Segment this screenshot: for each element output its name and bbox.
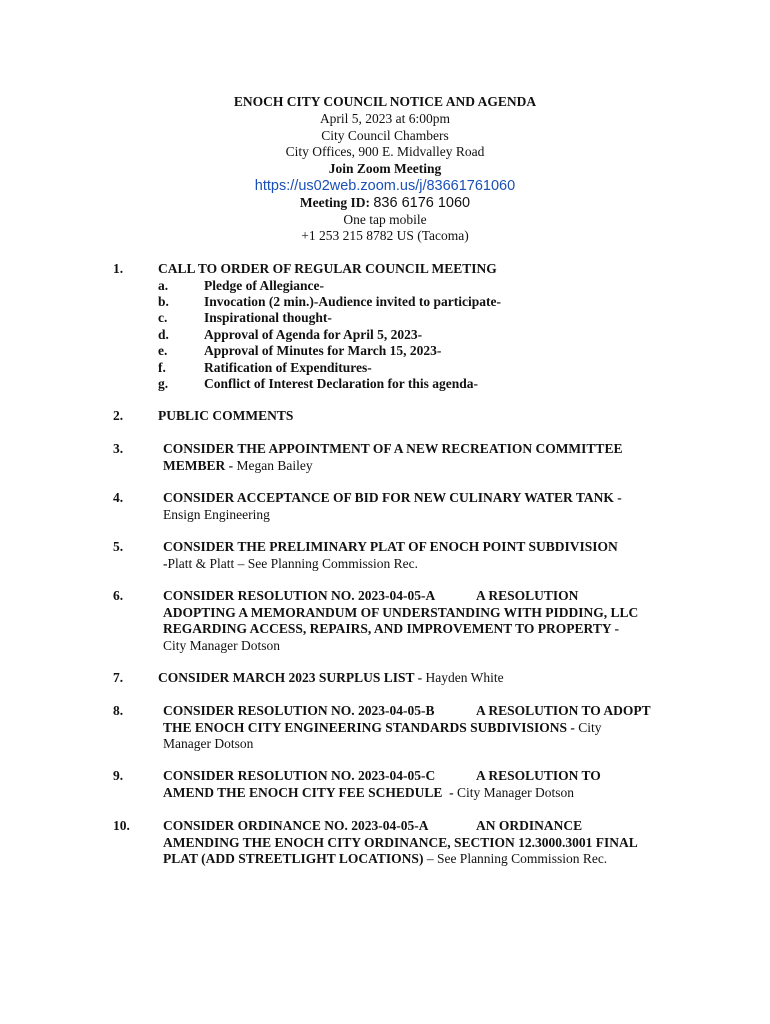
item-title: PUBLIC COMMENTS — [158, 408, 294, 423]
item-number: 10. — [113, 818, 130, 833]
agenda-header — [0, 94, 770, 245]
item-text: CONSIDER THE PRELIMINARY PLAT OF ENOCH POINT SUBDIVISION -Platt & Platt – See Planning Commission Rec. — [163, 539, 618, 571]
item-number: 5. — [113, 539, 124, 554]
meeting-id-row — [0, 195, 770, 212]
item-text: CONSIDER THE APPOINTMENT OF A NEW RECREATION COMMITTEE MEMBER - Megan Bailey — [163, 441, 623, 473]
agenda-page: ENOCH CITY COUNCIL NOTICE AND AGENDA April 5, 2023 at 6:00pm City Council Chambers City Offices, 900 E. Midvalley Road Join Zoom Meeting https://us02web.zoom.us/j/83661761060 Meeting ID: 836 6176 1060 One tap mobile +1 253 215 8782 US (Tacoma) 1. CALL TO ORDER OF REGULAR COUNCIL MEETING a. Pledge of Allegiance- b. Invocation (2 min.)-Audience invited to participate- c. Inspirational thought- d. Approval of Agenda for April 5, 2023- e. Approval of Minutes for March 15, 2023- f. Ratification of Expenditures- g. Conflict of Interest Declaration for this agenda- 2. PUBLIC COMMENTS 3. CONSIDER THE APPOINTMENT OF A NEW RECREATION COMMITTEE MEMBER - Megan Bailey 4. CONSIDER ACCEPTANCE OF BID FOR NEW CULINARY WATER TANK - Ensign Engineering 5. CONSIDER THE PRELIMINARY PLAT OF ENOCH POINT SUBDIVISION -Platt & Platt – See Planning Commission Rec. 6. CONSIDER RESOLUTION NO. 2023-04-05-A A RESOLUTION ADOPTING A MEMORANDUM OF UNDERSTANDING WITH PIDDING, LLC REGARDING ACCESS, REPAIRS, AND IMPROVEMENT TO PROPERTY - City Manager Dotson 7. CONSIDER MARCH 2023 SURPLUS LIST - Hayden White 8. CONSIDER RESOLUTION NO. 2023-04-05-B A RESOLUTION TO ADOPT THE ENOCH CITY ENGINEERING STANDARDS SUBDIVISIONS - City Manager Dotson 9. CONSIDER RESOLUTION NO. 2023-04-05-C A RESOLUTION TO AMEND THE ENOCH CITY FEE SCHEDULE - City Manager Dotson 10. CONSIDER ORDINANCE NO. 2023-04-05-A AN ORDINANCE AMENDING THE ENOCH CITY ORDINANCE, SECTION 12.3000.3001 FINAL PLAT (ADD STREETLIGHT LOCATIONS) – See Planning Commission Rec. — [0, 0, 770, 1024]
meeting-id: 836 6176 1060 — [373, 194, 471, 211]
zoom-link-row — [0, 178, 770, 195]
meeting-id-label: Meeting ID: — [299, 194, 370, 210]
meeting-address: City Offices, 900 E. Midvalley Road — [285, 144, 485, 160]
item-title: CALL TO ORDER OF REGULAR COUNCIL MEETING — [158, 261, 497, 276]
item-number: 7. — [113, 670, 124, 685]
zoom-link[interactable]: https://us02web.zoom.us/j/83661761060 — [254, 177, 516, 194]
item-number: 4. — [113, 490, 124, 505]
phone-number: +1 253 215 8782 US (Tacoma) — [301, 228, 469, 244]
item-text: CONSIDER RESOLUTION NO. 2023-04-05-B A RESOLUTION TO ADOPT THE ENOCH CITY ENGINEERING STANDARDS SUBDIVISIONS - City Manager Dotson — [163, 703, 651, 751]
zoom-label: Join Zoom Meeting — [328, 161, 442, 177]
item-number: 8. — [113, 703, 124, 718]
agenda-title: ENOCH CITY COUNCIL NOTICE AND AGENDA — [233, 94, 537, 109]
item-text: CONSIDER RESOLUTION NO. 2023-04-05-C A RESOLUTION TO AMEND THE ENOCH CITY FEE SCHEDULE - City Manager Dotson — [163, 768, 601, 800]
item-number: 2. — [113, 408, 124, 423]
item-number: 3. — [113, 441, 124, 456]
item-text: CONSIDER MARCH 2023 SURPLUS LIST - Hayden White — [158, 670, 504, 685]
item-number: 1. — [113, 261, 124, 276]
item-text: CONSIDER ACCEPTANCE OF BID FOR NEW CULINARY WATER TANK - Ensign Engineering — [163, 490, 622, 522]
item-text: CONSIDER RESOLUTION NO. 2023-04-05-A A RESOLUTION ADOPTING A MEMORANDUM OF UNDERSTANDING WITH PIDDING, LLC REGARDING ACCESS, REPAIRS, AND IMPROVEMENT TO PROPERTY - City Manager Dotson — [163, 588, 639, 653]
meeting-date: April 5, 2023 at 6:00pm — [319, 110, 451, 126]
one-tap-label: One tap mobile — [343, 211, 427, 227]
item-text: CONSIDER ORDINANCE NO. 2023-04-05-A AN ORDINANCE AMENDING THE ENOCH CITY ORDINANCE, SECTION 12.3000.3001 FINAL PLAT (ADD STREETLIGHT LOCATIONS) – See Planning Commission Rec. — [163, 818, 638, 866]
item-number: 9. — [113, 768, 124, 783]
meeting-location: City Council Chambers — [321, 127, 449, 143]
item-number: 6. — [113, 588, 124, 603]
